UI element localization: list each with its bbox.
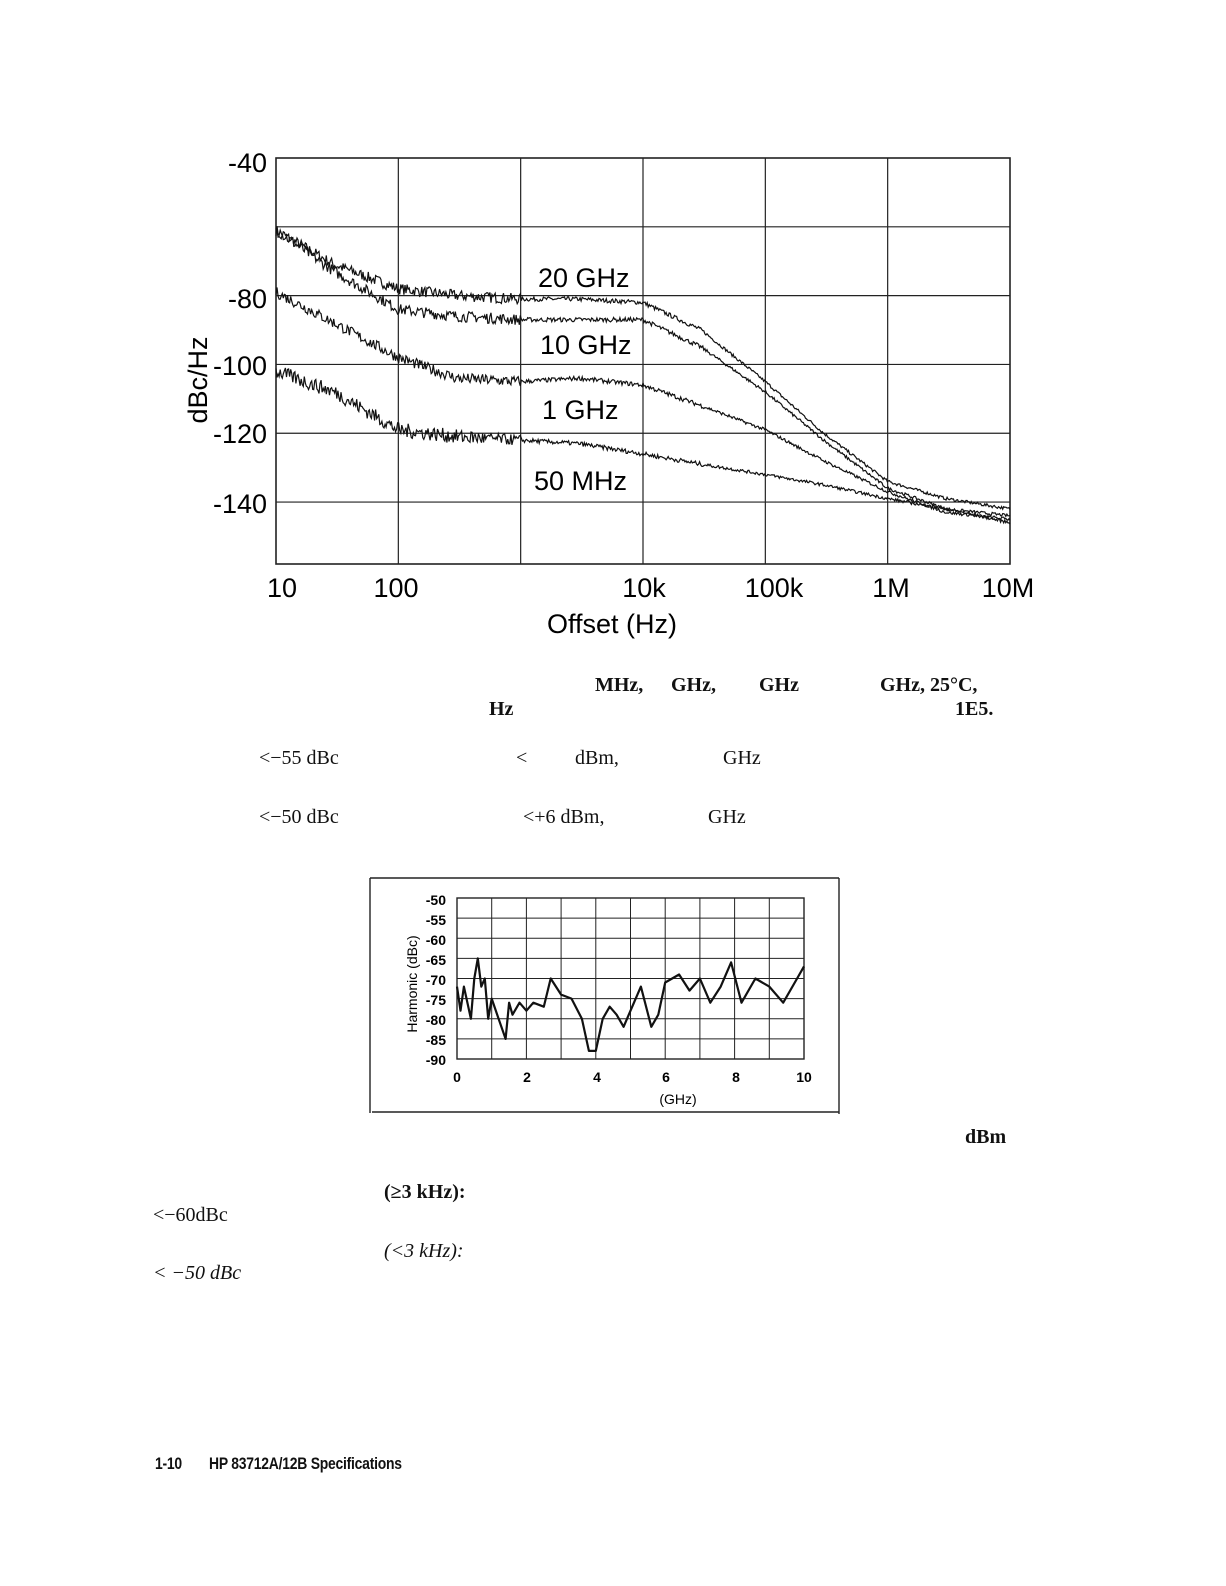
x-tick-label: 10k	[622, 573, 666, 603]
y-tick-label: -120	[212, 419, 267, 449]
x-axis-label: Offset (Hz)	[546, 609, 678, 639]
x-tick-label: 0	[453, 1069, 461, 1085]
spec-text: GHz, 25°C,	[880, 674, 978, 696]
y-tick-label: -65	[425, 952, 446, 968]
y-tick-label: -80	[227, 284, 267, 314]
spec-text: GHz	[723, 747, 761, 769]
x-axis-label: (GHz)	[659, 1091, 697, 1107]
x-tick-label: 2	[523, 1069, 531, 1085]
harmonic-grid	[457, 898, 804, 1059]
x-tick-label: 8	[732, 1069, 740, 1085]
spec-text: <−60dBc	[153, 1204, 228, 1226]
spec-text: Hz	[489, 698, 514, 720]
harmonic-y-ticks	[426, 892, 446, 1068]
x-tick-label: 1M	[872, 573, 910, 603]
y-tick-label: -55	[425, 912, 446, 928]
spec-text: <−55 dBc	[259, 747, 339, 769]
footer-title: HP 83712A/12B Specifications	[209, 1454, 402, 1473]
spec-text: MHz,	[595, 674, 644, 696]
x-tick-label: 10	[796, 1069, 812, 1085]
phase-noise-y-ticks	[213, 148, 267, 519]
phase-noise-chart	[150, 130, 1050, 650]
x-tick-label: 100	[373, 573, 419, 603]
spec-text: dBm	[965, 1126, 1007, 1148]
x-tick-label: 4	[593, 1069, 601, 1085]
spec-text: <+6 dBm,	[523, 806, 605, 828]
y-tick-label: -50	[425, 892, 446, 908]
y-tick-label: -75	[425, 992, 446, 1008]
spec-text: 1E5.	[955, 698, 994, 720]
y-tick-label: -40	[227, 148, 267, 178]
phase-noise-grid	[276, 158, 1010, 564]
y-tick-label: -80	[425, 1012, 446, 1028]
x-tick-label: 10	[266, 573, 298, 603]
spec-text: (<3 kHz):	[384, 1240, 464, 1262]
spec-text: <	[516, 747, 528, 769]
series-label-50mhz: 50 MHz	[534, 466, 628, 496]
y-tick-label: -60	[425, 932, 446, 948]
x-tick-label: 10M	[981, 573, 1035, 603]
spec-text: < −50 dBc	[153, 1262, 242, 1284]
series-label-20ghz: 20 GHz	[538, 263, 630, 293]
phase-noise-x-ticks	[267, 573, 1034, 603]
spec-text: GHz	[708, 806, 746, 828]
x-tick-label: 6	[662, 1069, 670, 1085]
x-tick-label: 100k	[744, 573, 804, 603]
harmonic-chart	[368, 876, 842, 1116]
y-tick-label: -140	[212, 489, 267, 519]
spec-text: GHz	[759, 674, 799, 696]
spec-text: <−50 dBc	[259, 806, 339, 828]
y-axis-label: Harmonic (dBc)	[404, 935, 420, 1033]
spec-text: dBm,	[575, 747, 619, 769]
spec-text: (≥3 kHz):	[384, 1181, 466, 1203]
footer-page-number: 1-10	[155, 1454, 182, 1473]
y-tick-label: -90	[425, 1052, 446, 1068]
y-tick-label: -70	[425, 972, 446, 988]
y-axis-label: dBc/Hz	[183, 336, 213, 424]
spec-text: GHz,	[671, 674, 716, 696]
y-tick-label: -100	[212, 351, 267, 381]
harmonic-x-ticks	[453, 1069, 812, 1085]
series-label-10ghz: 10 GHz	[540, 330, 632, 360]
series-label-1ghz: 1 GHz	[542, 395, 619, 425]
y-tick-label: -85	[425, 1032, 446, 1048]
